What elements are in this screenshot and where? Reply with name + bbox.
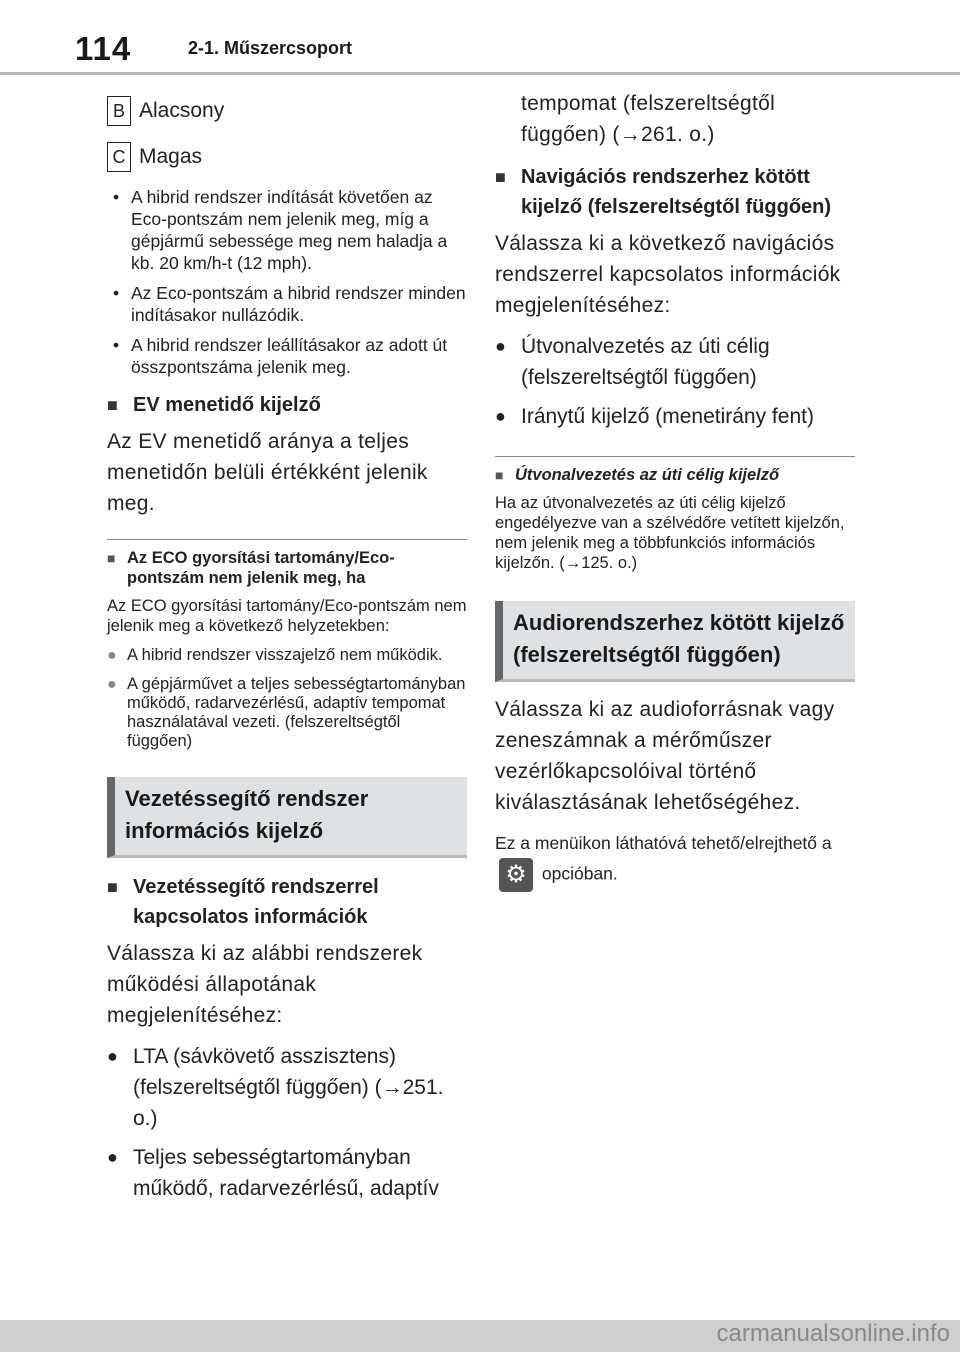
assist-text: Válassza ki az alábbi rendszerek működési állapotának megjelenítéséhez: xyxy=(107,942,423,1027)
list-item: ● LTA (sávkövető asszisztens) (felszereltségtől függően) (→251. o.) xyxy=(107,1045,444,1130)
circle-bullet-icon: ● xyxy=(107,676,117,693)
list-item: • Az Eco-pontszám a hibrid rendszer minden indításakor nullázódik. xyxy=(113,283,466,325)
section-banner-assist: Vezetéssegítő rendszer információs kijelző xyxy=(107,777,467,858)
section-banner-audio: Audiorendszerhez kötött kijelző (felszereltségtől függően) xyxy=(495,601,855,682)
gear-line: Ez a menüikon láthatóvá tehető/elrejthető a ⚙ opcióban. xyxy=(495,828,855,892)
page-number: 114 xyxy=(75,30,132,67)
tag-c-row xyxy=(107,140,467,174)
list-item: ● A hibrid rendszer visszajelző nem működik. xyxy=(107,646,443,664)
square-bullet-icon: ■ xyxy=(107,395,118,415)
note-text: Ha az útvonalvezetés az úti célig kijelző engedélyezve van a szélvédőre vetített kijelzőn, nem jelenik meg a többfunkciós információs kijelzőn. (→125. o.) xyxy=(495,494,845,572)
square-bullet-icon: ■ xyxy=(107,550,116,566)
tag-b-box: B xyxy=(107,96,131,126)
note-text: Az ECO gyorsítási tartomány/Eco-pontszám nem jelenik meg a következő helyzetekben: xyxy=(107,597,467,635)
header-divider xyxy=(0,72,960,75)
ev-heading: ■ EV menetidő kijelző xyxy=(107,390,467,420)
ev-text: Az EV menetidő aránya a teljes menetidőn belüli értékként jelenik meg. xyxy=(107,430,428,515)
list-item: ● A gépjárművet a teljes sebességtartományban működő, radarvezérlésű, adaptív tempomat használatával vezeti. (felszereltségtől függően) xyxy=(107,675,466,750)
left-column xyxy=(107,94,467,1212)
list-item: ● Iránytű kijelző (menetirány fent) xyxy=(495,405,814,428)
right-column xyxy=(495,88,855,892)
watermark-bar xyxy=(0,1320,960,1352)
continuation-text: tempomat (felszereltségtől függően) (→261. o.) xyxy=(521,92,776,146)
list-item: • A hibrid rendszer leállításakor az adott út összpontszáma jelenik meg. xyxy=(113,335,448,377)
tag-c-box: C xyxy=(107,142,131,172)
page-header xyxy=(0,0,960,74)
list-item: ● Teljes sebességtartományban működő, radarvezérlésű, adaptív xyxy=(107,1146,439,1200)
tag-c-label: Magas xyxy=(139,145,203,168)
nav-heading: ■ Navigációs rendszerhez kötött kijelző (felszereltségtől függően) xyxy=(495,162,855,222)
note-box-eco xyxy=(107,539,467,751)
gear-icon: ⚙ xyxy=(499,858,533,892)
square-bullet-icon: ■ xyxy=(107,877,118,897)
note-heading: ■ Az ECO gyorsítási tartomány/Eco-pontszám nem jelenik meg, ha xyxy=(107,549,395,587)
note-box-route xyxy=(495,456,855,573)
note-heading: ■ Útvonalvezetés az úti célig kijelző xyxy=(495,466,780,484)
tag-b-label: Alacsony xyxy=(139,99,225,122)
list-item: • A hibrid rendszer indítását követően az Eco-pontszám nem jelenik meg, míg a gépjármű sebessége meg nem haladja a kb. 20 km/h-t (12 mph). xyxy=(113,187,448,273)
circle-bullet-icon: ● xyxy=(107,647,117,664)
square-bullet-icon: ■ xyxy=(495,467,504,483)
watermark-text: carmanualsonline.info xyxy=(716,1320,950,1347)
tag-b-row xyxy=(107,94,467,128)
square-bullet-icon: ■ xyxy=(495,167,506,187)
audio-text: Válassza ki az audioforrásnak vagy zeneszámnak a mérőműszer vezérlőkapcsolóival történő kiválasztásának lehetőségéhez. xyxy=(495,698,835,814)
section-title: 2-1. Műszercsoport xyxy=(188,38,353,58)
list-item: ● Útvonalvezetés az úti célig (felszereltségtől függően) xyxy=(495,335,770,389)
nav-text: Válassza ki a következő navigációs rendszerrel kapcsolatos információk megjelenítéséhez: xyxy=(495,232,841,317)
assist-heading: ■ Vezetéssegítő rendszerrel kapcsolatos információk xyxy=(107,872,467,932)
